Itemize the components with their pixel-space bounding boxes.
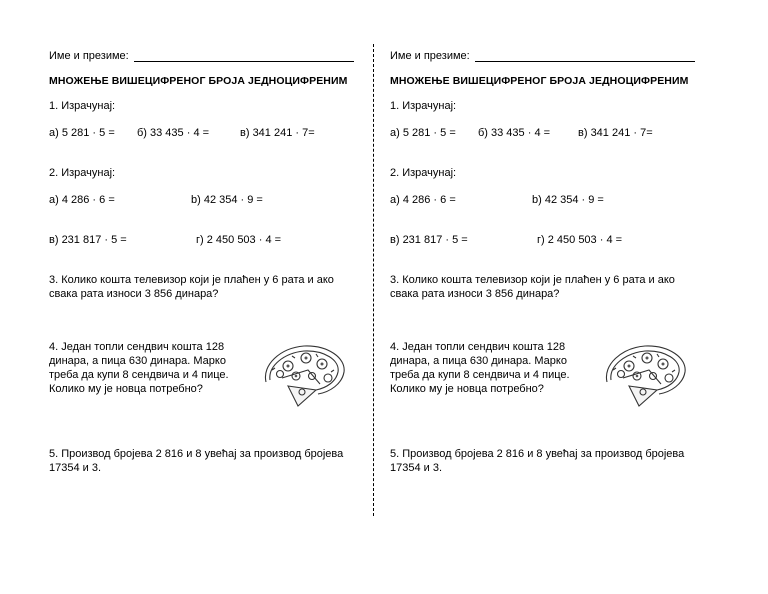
task4-line2: динара, а пица 630 динара. Марко: [390, 355, 567, 367]
pizza-icon: [258, 340, 350, 408]
task3-line1: 3. Колико кошта телевизор који је плаћен у 6 рата и ако: [49, 274, 334, 286]
task4-line4: Колико му је новца потребно?: [390, 383, 544, 395]
worksheet-title: МНОЖЕЊЕ ВИШЕЦИФРЕНОГ БРОЈА ЈЕДНОЦИФРЕНИМ: [390, 75, 689, 87]
task1-heading: 1. Израчунај:: [390, 100, 457, 112]
task5-line1: 5. Производ бројева 2 816 и 8 увећај за производ бројева: [390, 448, 685, 460]
task4-line1: 4. Један топли сендвич кошта 128: [49, 341, 225, 353]
task5-line1: 5. Производ бројева 2 816 и 8 увећај за производ бројева: [49, 448, 344, 460]
task2-heading: 2. Израчунај:: [390, 167, 457, 179]
task1-b: б) 33 435 · 4 =: [478, 127, 551, 139]
task1-a: а) 5 281 · 5 =: [49, 127, 115, 139]
name-label: Име и презиме:: [390, 50, 470, 62]
task2-heading: 2. Израчунај:: [49, 167, 116, 179]
task3-line1: 3. Колико кошта телевизор који је плаћен у 6 рата и ако: [390, 274, 675, 286]
task3-line2: свака рата износи 3 856 динара?: [390, 288, 560, 300]
name-field-line[interactable]: [475, 61, 695, 62]
task4-line4: Колико му је новца потребно?: [49, 383, 203, 395]
task2-b: b) 42 354 · 9 =: [532, 194, 604, 206]
task2-d: г) 2 450 503 · 4 =: [537, 234, 623, 246]
task2-a: а) 4 286 · 6 =: [390, 194, 456, 206]
task4-line2: динара, а пица 630 динара. Марко: [49, 355, 226, 367]
task4-line3: треба да купи 8 сендвича и 4 пице.: [49, 369, 229, 381]
worksheet-title: МНОЖЕЊЕ ВИШЕЦИФРЕНОГ БРОЈА ЈЕДНОЦИФРЕНИМ: [49, 75, 348, 87]
task2-d: г) 2 450 503 · 4 =: [196, 234, 282, 246]
task1-heading: 1. Израчунај:: [49, 100, 116, 112]
task1-a: а) 5 281 · 5 =: [390, 127, 456, 139]
name-field-line[interactable]: [134, 61, 354, 62]
task4-line3: треба да купи 8 сендвича и 4 пице.: [390, 369, 570, 381]
task1-c: в) 341 241 · 7=: [578, 127, 653, 139]
task5-line2: 17354 и 3.: [49, 462, 102, 474]
pizza-icon: [599, 340, 691, 408]
task2-a: а) 4 286 · 6 =: [49, 194, 115, 206]
task1-c: в) 341 241 · 7=: [240, 127, 315, 139]
task1-b: б) 33 435 · 4 =: [137, 127, 210, 139]
name-label: Име и презиме:: [49, 50, 129, 62]
task5-line2: 17354 и 3.: [390, 462, 443, 474]
worksheet-left: [0, 0, 380, 594]
task3-line2: свака рата износи 3 856 динара?: [49, 288, 219, 300]
task4-line1: 4. Један топли сендвич кошта 128: [390, 341, 566, 353]
task2-c: в) 231 817 · 5 =: [49, 234, 127, 246]
task2-c: в) 231 817 · 5 =: [390, 234, 468, 246]
worksheet-right: [341, 0, 721, 594]
task2-b: b) 42 354 · 9 =: [191, 194, 263, 206]
